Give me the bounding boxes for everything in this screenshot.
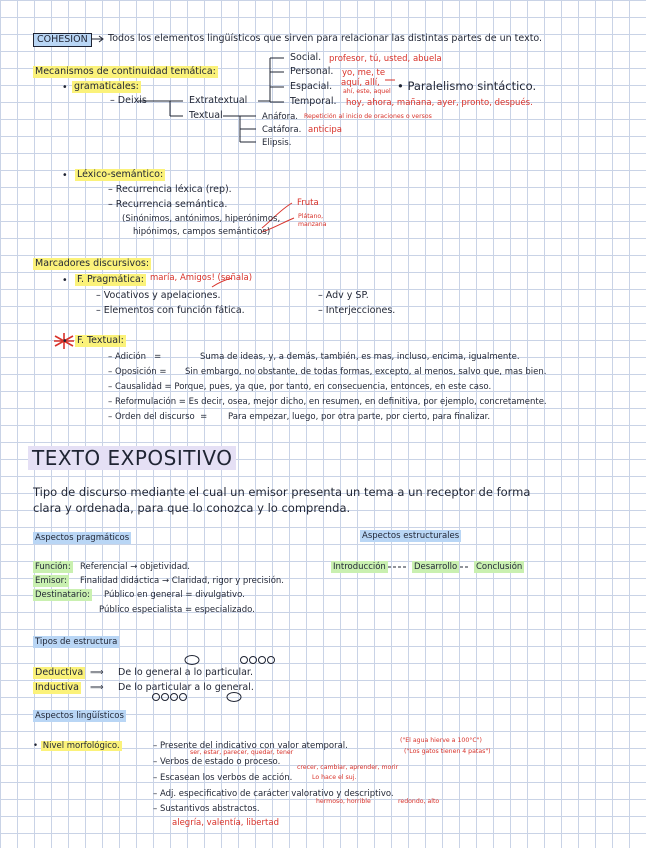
linguistic-item-5-note: alegría, valentía, libertad xyxy=(172,818,279,828)
adv-sp-item: – Adv y SP. xyxy=(318,290,369,301)
introduccion-label: Introducción xyxy=(333,562,386,572)
cohesion-definition: Todos los elementos lingüísticos que sirven para relacionar las distintas partes de un texto. xyxy=(108,33,543,44)
espacial-examples-1: aquí, allí, xyxy=(341,78,380,88)
example-manzana: manzana xyxy=(298,221,327,228)
lexico-bullet: • xyxy=(62,170,68,181)
deixis-label: – Deixis xyxy=(110,95,147,106)
linguistic-item-4: – Adj. especificativo de carácter valorativo y descriptivo. xyxy=(153,789,394,799)
recurrencia-semantica: – Recurrencia semántica. xyxy=(108,199,228,210)
oposicion-label: – Oposición = xyxy=(108,367,167,377)
linguistic-item-5: – Sustantivos abstractos. xyxy=(153,804,260,814)
conclusion-label: Conclusión xyxy=(476,562,523,572)
linguistic-item-4-note-2: redondo, alto xyxy=(398,798,440,805)
oposicion-examples: Sin embargo, no obstante, de todas formas, excepto, al menos, salvo que, mas bien. xyxy=(185,367,547,377)
emisor-text: Finalidad didáctica → Claridad, rigor y precisión. xyxy=(80,576,284,586)
recurrencia-semantica-detail-2: hipónimos, campos semánticos) xyxy=(133,227,271,237)
adicion-examples: Suma de ideas, y, a demás, también, es mas, incluso, encima, igualmente. xyxy=(200,352,520,362)
textual-marcadores-label: F. Textual: xyxy=(77,335,124,346)
inductiva-arrow: ⟹ xyxy=(90,682,104,693)
funcion-text: Referencial → objetividad. xyxy=(80,562,191,572)
textual-bullet: • xyxy=(62,336,68,347)
aspectos-estructurales-title: Aspectos estructurales xyxy=(362,531,460,541)
desarrollo-label: Desarrollo xyxy=(414,562,458,572)
aspectos-linguisticos-title: Aspectos lingüísticos xyxy=(35,711,124,721)
linguistic-item-1-note-1: ("El agua hierve a 100°C") xyxy=(400,737,482,744)
social-examples: profesor, tú, usted, abuela xyxy=(329,54,442,64)
deductiva-label: Deductiva xyxy=(35,667,84,678)
extratextual-label: Extratextual xyxy=(189,95,248,106)
pragmatica-bullet: • xyxy=(62,275,68,286)
reformulacion-item: – Reformulación = Es decir, osea, mejor dicho, en resumen, en definitiva, por ejemplo, concretamente. xyxy=(108,397,547,407)
temporal-examples: hoy, ahora, mañana, ayer, pronto, después. xyxy=(346,98,533,108)
interjecciones-item: – Interjecciones. xyxy=(318,305,396,316)
anafora-description: Repetición al inicio de oraciones o versos xyxy=(304,113,432,120)
example-fruta: Fruta xyxy=(297,198,319,208)
destinatario-text-1: Público en general = divulgativo. xyxy=(104,590,245,600)
deductiva-text: De lo general a lo particular. xyxy=(118,667,253,678)
personal-label: Personal. xyxy=(290,66,334,77)
linguistic-item-2: – Verbos de estado o proceso. xyxy=(153,757,281,767)
linguistic-item-2-note-1: ser, estar, parecer, quedar, tener xyxy=(190,749,294,756)
linguistic-item-1: – Presente del indicativo con valor atemporal. xyxy=(153,741,348,751)
inductiva-text: De lo particular a lo general. xyxy=(118,682,254,693)
gramaticales-bullet: • xyxy=(62,82,68,93)
cohesion-label: COHESIÓN xyxy=(33,33,92,47)
linguistic-item-4-note-1: hermoso, horrible xyxy=(316,798,371,805)
example-platano: Plátano, xyxy=(298,213,324,220)
lexico-semantico-label: Léxico-semántico: xyxy=(77,169,164,180)
paralelismo-sintactico: • Paralelismo sintáctico. xyxy=(397,79,537,93)
aspectos-pragmaticos-title: Aspectos pragmáticos xyxy=(35,533,130,543)
inductiva-label: Inductiva xyxy=(35,682,79,693)
linguistic-item-3-note: Lo hace el suj. xyxy=(312,774,357,781)
catafora-label: Catáfora. xyxy=(262,125,302,135)
destinatario-label: Destinatario: xyxy=(35,590,90,600)
mecanismos-title: Mecanismos de continuidad temática: xyxy=(35,66,216,77)
personal-examples: yo, me, te xyxy=(342,68,386,78)
linguistic-item-1-note-2: ("Los gatos tienen 4 patas") xyxy=(404,748,491,755)
expositivo-title: TEXTO EXPOSITIVO xyxy=(28,446,236,470)
textual-label: Textual xyxy=(189,110,223,121)
linguistic-item-3: – Escasean los verbos de acción. xyxy=(153,773,293,783)
causalidad-item: – Causalidad = Porque, pues, ya que, por tanto, en consecuencia, entonces, en este caso. xyxy=(108,382,492,392)
tipos-estructura-title: Tipos de estructura xyxy=(35,637,118,647)
marcadores-title: Marcadores discursivos: xyxy=(35,258,150,269)
elipsis-label: Elipsis. xyxy=(262,138,292,148)
gramaticales-label: gramaticales: xyxy=(74,81,139,92)
vocativos-item: – Vocativos y apelaciones. xyxy=(96,290,221,301)
funcion-label: Función: xyxy=(35,562,71,572)
orden-examples: Para empezar, luego, por otra parte, por cierto, para finalizar. xyxy=(228,412,491,422)
linguistic-item-2-note-2: crecer, cambiar, aprender, morir xyxy=(297,764,399,771)
destinatario-text-2: Público especialista = especializado. xyxy=(99,605,255,615)
recurrencia-semantica-detail-1: (Sinónimos, antónimos, hiperónimos, xyxy=(122,214,281,224)
nivel-morfologico-label: • Nivel morfológico. xyxy=(33,741,120,751)
catafora-description: anticipa xyxy=(308,125,342,135)
pragmatica-note: maría, Amigos! (señala) xyxy=(150,273,253,283)
funcion-fatica-item: – Elementos con función fática. xyxy=(96,305,245,316)
anafora-label: Anáfora. xyxy=(262,112,299,122)
expositivo-definition-line-2: clara y ordenada, para que lo conozca y lo comprenda. xyxy=(33,501,351,515)
temporal-label: Temporal. xyxy=(290,96,337,107)
social-label: Social. xyxy=(290,52,322,63)
espacial-examples-2: ahí, este, aquel xyxy=(343,88,391,95)
deductiva-arrow: ⟹ xyxy=(90,667,104,678)
pragmatica-label: F. Pragmática: xyxy=(77,274,144,285)
orden-label: – Orden del discurso = xyxy=(108,412,208,422)
espacial-label: Espacial. xyxy=(290,81,333,92)
adicion-label: – Adición = xyxy=(108,352,162,362)
emisor-label: Emisor: xyxy=(35,576,67,586)
expositivo-definition-line-1: Tipo de discurso mediante el cual un emisor presenta un tema a un receptor de forma xyxy=(33,485,531,499)
recurrencia-lexica: – Recurrencia léxica (rep). xyxy=(108,184,232,195)
